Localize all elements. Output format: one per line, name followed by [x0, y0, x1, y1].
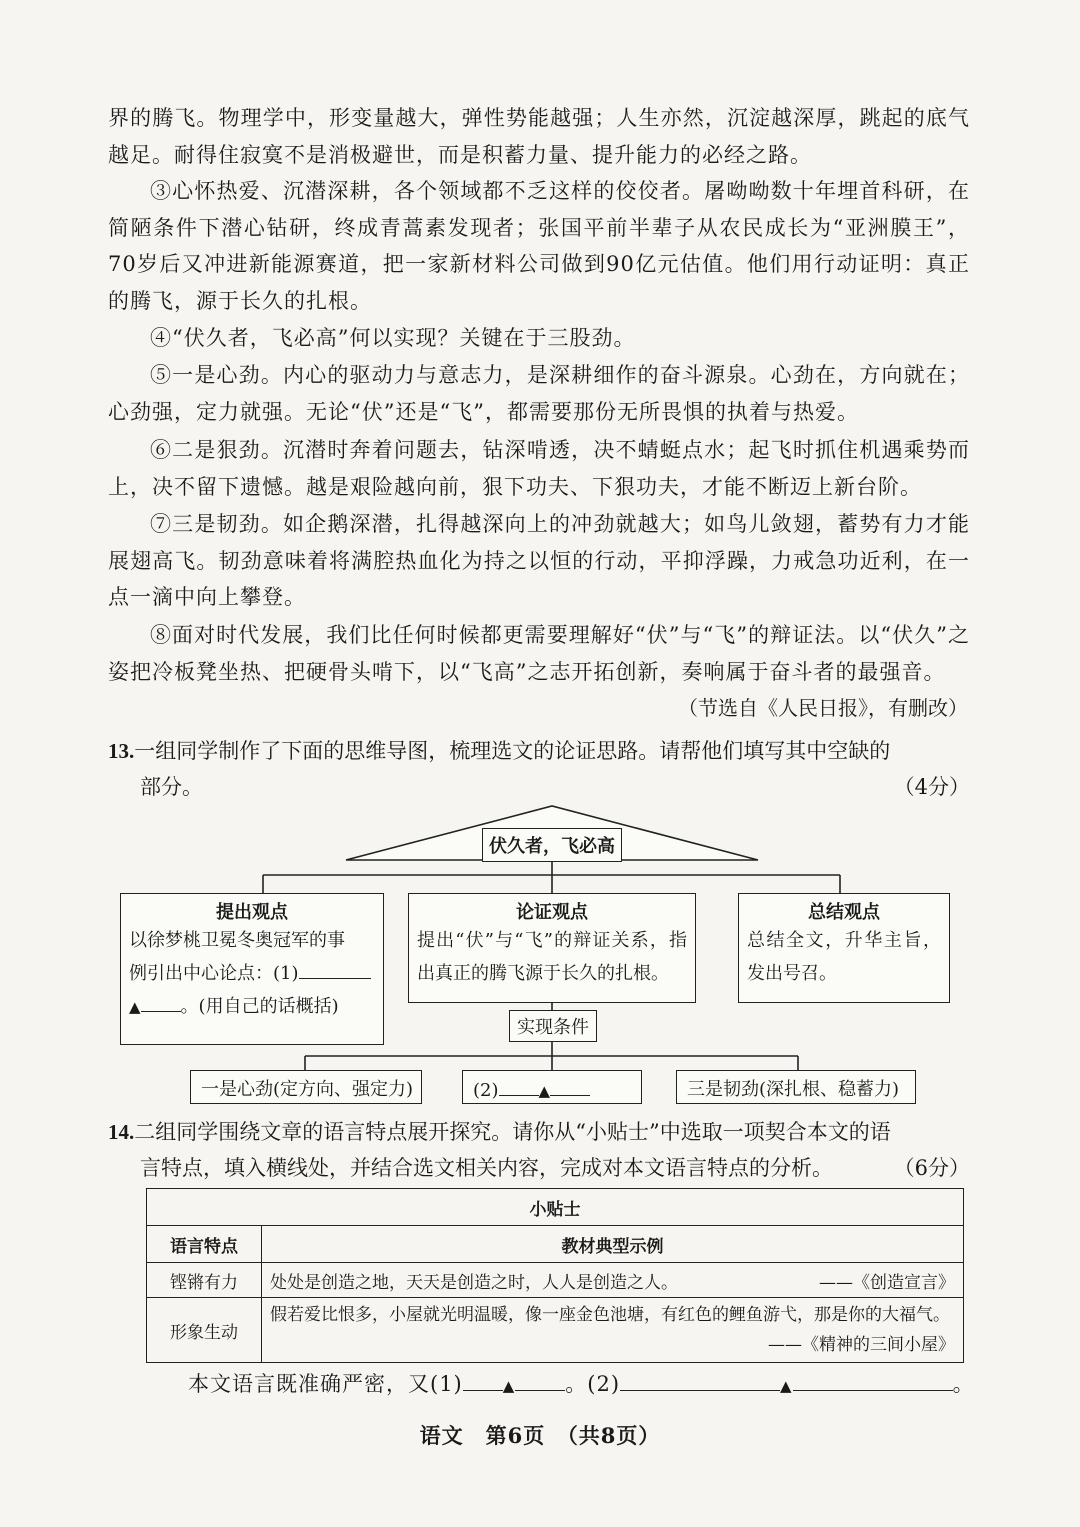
propose-line-3: 。(用自己的话概括) — [180, 996, 339, 1017]
blank-2-label: (2) — [473, 1080, 499, 1101]
question-text-cont: 言特点，填入横线处，并结合选文相关内容，完成对本文语言特点的分析。 — [140, 1156, 833, 1180]
mind-map-root: 伏久者，飞必高 — [482, 828, 622, 862]
tips-feature: 铿锵有力 — [147, 1263, 262, 1298]
question-score: （6分） — [893, 1156, 970, 1180]
table-row — [147, 1298, 964, 1363]
answer-line: 本文语言既准确严密，又(1) ▲ 。(2) ▲ 。 — [188, 1372, 975, 1396]
article-paragraph-5: ⑤一是心劲。内心的驱动力与意志力，是深耕细作的奋斗源泉。心劲在，方向就在；心劲强，定力就强。无论“伏”还是“飞”，都需要那份无所畏惧的执着与热爱。 — [108, 363, 970, 424]
mind-map-summary — [738, 893, 950, 1003]
answer-blank-1-cont[interactable] — [141, 991, 181, 1012]
blank-marker: ▲ — [129, 998, 141, 1016]
answer-blank-3-cont[interactable] — [515, 1370, 565, 1391]
article-paragraph-4: ④“伏久者，飞必高”何以实现？关键在于三股劲。 — [150, 326, 636, 350]
tips-example-source: ——《创造宣言》 — [819, 1272, 955, 1293]
summary-title: 总结观点 — [808, 902, 880, 923]
article-paragraph-3: ③心怀热爱、沉潜深耕，各个领域都不乏这样的佼佼者。屠呦呦数十年埋首科研，在简陋条件下潜心钻研，终成青蒿素发现者；张国平前半辈子从农民成长为“亚洲膜王”，70岁后又冲进新能源赛道，把一家新材料公司做到90亿元估值。他们用行动证明：真正的腾飞，源于长久的扎根。 — [108, 179, 970, 313]
answer-blank-4-cont[interactable] — [793, 1370, 953, 1391]
question-14 — [108, 1114, 970, 1186]
mind-map-condition: 实现条件 — [509, 1010, 597, 1042]
condition-2 — [462, 1070, 642, 1104]
argue-body: 提出“伏”与“飞”的辩证关系，指出真正的腾飞源于长久的扎根。 — [417, 930, 687, 984]
question-number: 13. — [108, 739, 135, 763]
propose-line-2: 例引出中心论点：(1) — [129, 963, 299, 984]
question-text: 一组同学制作了下面的思维导图，梳理选文的论证思路。请帮他们填写其中空缺的 — [134, 739, 891, 763]
argue-title: 论证观点 — [516, 902, 588, 923]
propose-line-1: 以徐梦桃卫冕冬奥冠军的事 — [129, 930, 345, 951]
answer-blank-2[interactable] — [499, 1075, 539, 1096]
answer-blank-4[interactable] — [620, 1370, 780, 1391]
article-paragraph-continued: 界的腾飞。物理学中，形变量越大，弹性势能越强；人生亦然，沉淀越深厚，跳起的底气越足。耐得住寂寞不是消极避世，而是积蓄力量、提升能力的必经之路。 — [108, 106, 970, 167]
condition-1: 一是心劲(定方向、强定力) — [190, 1070, 422, 1104]
question-number: 14. — [108, 1120, 135, 1144]
question-text: 二组同学围绕文章的语言特点展开探究。请你从“小贴士”中选取一项契合本文的语 — [134, 1120, 891, 1144]
blank-marker: ▲ — [538, 1082, 551, 1100]
tips-example: 假若爱比恨多，小屋就光明温暖，像一座金色池塘，有红色的鲤鱼游弋，那是你的大福气。 — [270, 1305, 950, 1325]
article-paragraph-8: ⑧面对时代发展，我们比任何时候都更需要理解好“伏”与“飞”的辩证法。以“伏久”之姿把冷板凳坐热、把硬骨头啃下，以“飞高”之志开拓创新，奏响属于奋斗者的最强音。 — [108, 623, 970, 684]
tips-col-example: 教材典型示例 — [262, 1226, 964, 1263]
tips-feature: 形象生动 — [147, 1298, 262, 1363]
question-text-cont: 部分。 — [140, 775, 203, 799]
question-score: （4分） — [893, 775, 970, 799]
tips-table — [146, 1188, 964, 1363]
tips-example-source: ——《精神的三间小屋》 — [768, 1335, 955, 1355]
mind-map-argue — [408, 893, 696, 1003]
answer-blank-3[interactable] — [463, 1370, 503, 1391]
summary-body: 总结全文，升华主旨，发出号召。 — [747, 930, 941, 984]
propose-title: 提出观点 — [216, 902, 288, 923]
mind-map-propose — [120, 893, 384, 1045]
tips-col-feature: 语言特点 — [147, 1226, 262, 1263]
condition-3: 三是韧劲(深扎根、稳蓄力) — [676, 1070, 916, 1104]
table-row — [147, 1263, 964, 1298]
page-footer: 语文 第6页 （共8页） — [419, 1423, 661, 1448]
article-paragraph-7: ⑦三是韧劲。如企鹅深潜，扎得越深向上的冲劲就越大；如鸟儿敛翅，蓄势有力才能展翅高飞。韧劲意味着将满腔热血化为持之以恒的行动，平抑浮躁，力戒急功近利，在一点一滴中向上攀登。 — [108, 512, 970, 609]
tips-title: 小贴士 — [147, 1189, 964, 1226]
answer-blank-2-cont[interactable] — [550, 1075, 590, 1096]
article-source: （节选自《人民日报》，有删改） — [678, 696, 968, 720]
article-paragraph-6: ⑥二是狠劲。沉潜时奔着问题去，钻深啃透，决不蜻蜓点水；起飞时抓住机遇乘势而上，决不留下遗憾。越是艰险越向前，狠下功夫、下狠功夫，才能不断迈上新台阶。 — [108, 438, 970, 499]
answer-blank-1[interactable] — [299, 958, 371, 979]
tips-example: 处处是创造之地，天天是创造之时，人人是创造之人。 — [270, 1272, 678, 1293]
